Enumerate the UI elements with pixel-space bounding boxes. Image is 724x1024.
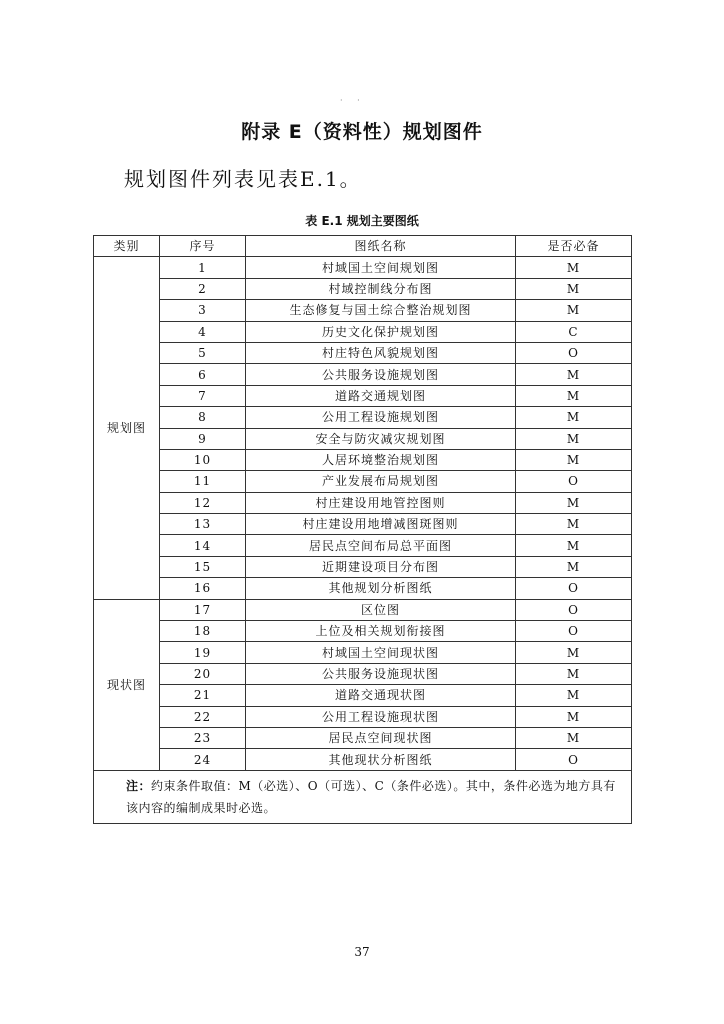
drawing-name-cell: 道路交通现状图 [246,685,516,706]
drawing-name-cell: 村庄特色风貌规划图 [246,342,516,363]
header-drawing-name: 图纸名称 [246,236,516,257]
number-cell: 2 [160,278,246,299]
number-cell: 18 [160,621,246,642]
table-row [94,621,632,642]
drawing-name-cell: 村庄建设用地增减图斑图则 [246,514,516,535]
number-cell: 23 [160,727,246,748]
required-cell: M [516,556,632,577]
number-cell: 13 [160,514,246,535]
number-cell: 7 [160,385,246,406]
number-cell: 3 [160,300,246,321]
required-cell: C [516,321,632,342]
number-cell: 12 [160,492,246,513]
drawing-name-cell: 上位及相关规划衔接图 [246,621,516,642]
table-row [94,492,632,513]
number-cell: 15 [160,556,246,577]
category-cell: 现状图 [94,599,160,770]
drawing-name-cell: 产业发展布局规划图 [246,471,516,492]
drawing-name-cell: 历史文化保护规划图 [246,321,516,342]
number-cell: 17 [160,599,246,620]
drawing-name-cell: 公共服务设施规划图 [246,364,516,385]
number-cell: 16 [160,578,246,599]
number-cell: 6 [160,364,246,385]
table-row [94,407,632,428]
table-row [94,342,632,363]
drawings-table [93,235,632,824]
required-cell: M [516,278,632,299]
number-cell: 1 [160,257,246,278]
required-cell: M [516,407,632,428]
table-caption: 表 E.1 规划主要图纸 [305,214,419,228]
table-row [94,642,632,663]
table-body [94,257,632,770]
required-cell: O [516,578,632,599]
table-row [94,471,632,492]
intro-paragraph: 规划图件列表见表E.1。 [124,167,362,191]
number-cell: 8 [160,407,246,428]
required-cell: M [516,385,632,406]
drawing-name-cell: 其他规划分析图纸 [246,578,516,599]
table-row [94,257,632,278]
table-row [94,514,632,535]
number-cell: 22 [160,706,246,727]
number-cell: 11 [160,471,246,492]
drawing-name-cell: 居民点空间现状图 [246,727,516,748]
required-cell: M [516,364,632,385]
table-row [94,300,632,321]
required-cell: O [516,621,632,642]
required-cell: M [516,727,632,748]
number-cell: 5 [160,342,246,363]
required-cell: O [516,599,632,620]
table-row [94,685,632,706]
table-row [94,449,632,470]
top-mark: · · [340,96,366,105]
page-number: 37 [354,945,370,959]
table-row [94,663,632,684]
table-row [94,727,632,748]
required-cell: M [516,685,632,706]
table-row [94,428,632,449]
number-cell: 19 [160,642,246,663]
drawing-name-cell: 公共服务设施现状图 [246,663,516,684]
drawing-name-cell: 其他现状分析图纸 [246,749,516,770]
required-cell: M [516,257,632,278]
table-row [94,599,632,620]
drawing-name-cell: 区位图 [246,599,516,620]
number-cell: 4 [160,321,246,342]
appendix-heading: 附录 E（资料性）规划图件 [241,121,483,143]
table-row [94,278,632,299]
number-cell: 21 [160,685,246,706]
table-row [94,578,632,599]
drawing-name-cell: 居民点空间布局总平面图 [246,535,516,556]
required-cell: M [516,492,632,513]
table-row [94,706,632,727]
number-cell: 10 [160,449,246,470]
required-cell: O [516,471,632,492]
table-row [94,364,632,385]
table-note-row [94,770,632,823]
number-cell: 24 [160,749,246,770]
required-cell: M [516,706,632,727]
drawing-name-cell: 近期建设项目分布图 [246,556,516,577]
required-cell: M [516,642,632,663]
header-required: 是否必备 [516,236,632,257]
number-cell: 9 [160,428,246,449]
drawing-name-cell: 村域国土空间现状图 [246,642,516,663]
drawing-name-cell: 安全与防灾减灾规划图 [246,428,516,449]
table-row [94,556,632,577]
table-row [94,321,632,342]
drawing-name-cell: 公用工程设施规划图 [246,407,516,428]
required-cell: M [516,514,632,535]
drawing-name-cell: 生态修复与国土综合整治规划图 [246,300,516,321]
table-row [94,535,632,556]
table-row [94,749,632,770]
category-cell: 规划图 [94,257,160,599]
header-category: 类别 [94,236,160,257]
required-cell: M [516,663,632,684]
number-cell: 20 [160,663,246,684]
required-cell: O [516,342,632,363]
required-cell: M [516,449,632,470]
drawing-name-cell: 道路交通规划图 [246,385,516,406]
note-label: 注： [126,778,152,793]
drawing-name-cell: 人居环境整治规划图 [246,449,516,470]
header-number: 序号 [160,236,246,257]
required-cell: M [516,535,632,556]
drawing-name-cell: 村域国土空间规划图 [246,257,516,278]
drawing-name-cell: 村庄建设用地管控图则 [246,492,516,513]
table-note [94,770,632,823]
required-cell: O [516,749,632,770]
number-cell: 14 [160,535,246,556]
table-row [94,385,632,406]
drawing-name-cell: 村域控制线分布图 [246,278,516,299]
required-cell: M [516,300,632,321]
table-header-row [94,236,632,257]
note-text: 约束条件取值：M（必选）、O（可选）、C（条件必选）。其中，条件必选为地方具有该内容的编制成果时必选。 [126,778,616,815]
required-cell: M [516,428,632,449]
drawing-name-cell: 公用工程设施现状图 [246,706,516,727]
